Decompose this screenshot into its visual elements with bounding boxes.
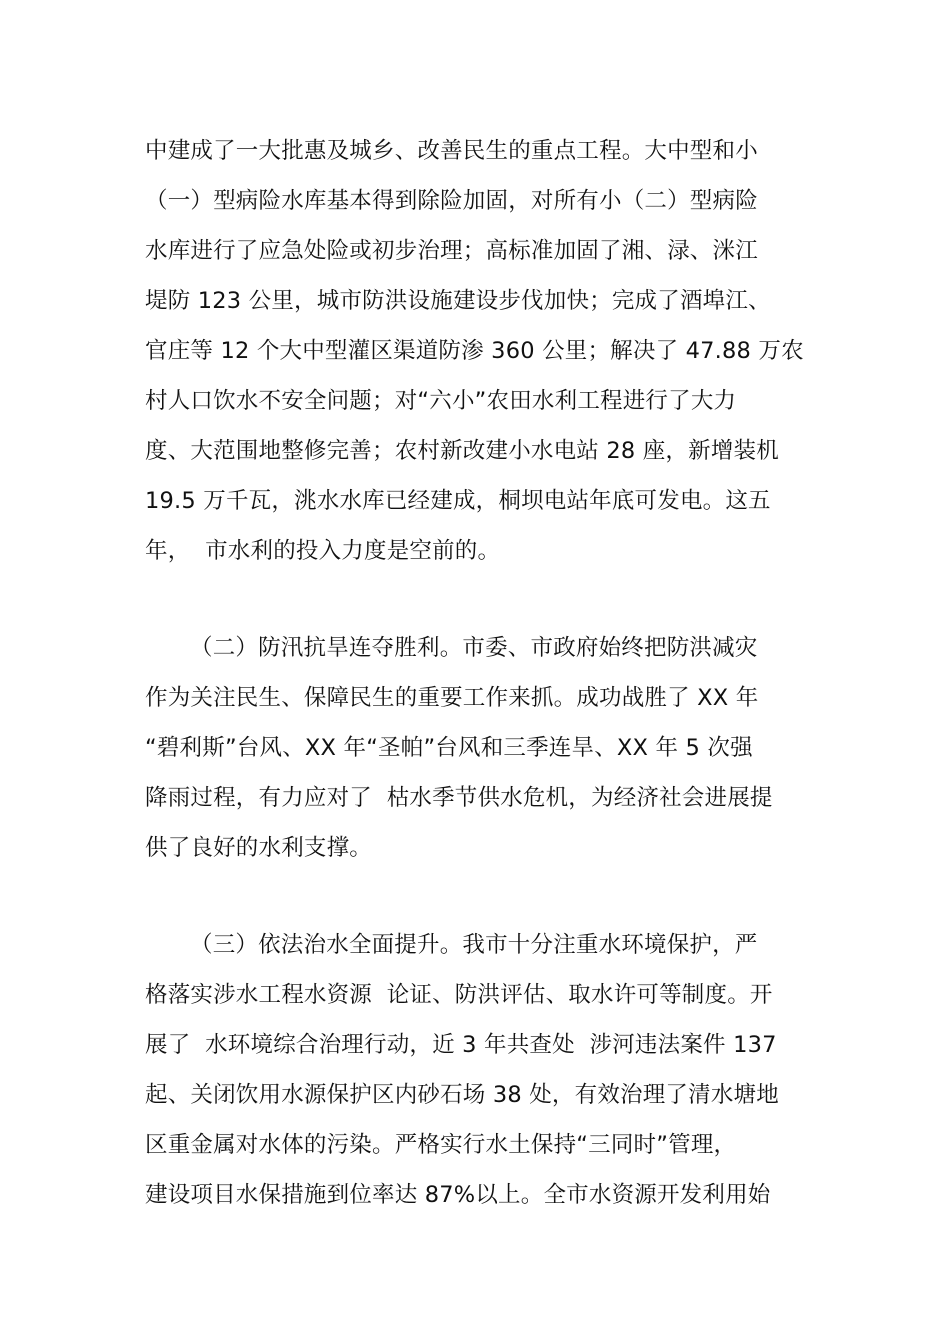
text-line: （三）依法治水全面提升。我市十分注重水环境保护，严: [190, 932, 758, 958]
text-line: 19.5 万千瓦，洮水水库已经建成，桐坝电站年底可发电。这五: [145, 488, 771, 514]
text-line: 年， 市水利的投入力度是空前的。: [145, 538, 501, 564]
text-line: 供了良好的水利支撑。: [145, 835, 373, 861]
text-line: 村人口饮水不安全问题；对“六小”农田水利工程进行了大力: [145, 388, 737, 414]
text-line: （一）型病险水库基本得到除险加固，对所有小（二）型病险: [145, 188, 758, 214]
text-line: 区重金属对水体的污染。严格实行水土保持“三同时”管理，: [145, 1132, 737, 1158]
text-line: 中建成了一大批惠及城乡、改善民生的重点工程。大中型和小: [145, 138, 758, 164]
text-line: 堤防 123 公里，城市防洪设施建设步伐加快；完成了酒埠江、: [145, 288, 771, 314]
text-line: 作为关注民生、保障民生的重要工作来抓。成功战胜了 XX 年: [145, 685, 759, 711]
text-line: 建设项目水保措施到位率达 87%以上。全市水资源开发利用始: [145, 1182, 771, 1208]
text-line: 官庄等 12 个大中型灌区渠道防渗 360 公里；解决了 47.88 万农: [145, 338, 804, 364]
text-line: 起、关闭饮用水源保护区内砂石场 38 处，有效治理了清水塘地: [145, 1082, 779, 1108]
text-line: 降雨过程，有力应对了 枯水季节供水危机，为经济社会进展提: [145, 785, 773, 811]
text-line: 水库进行了应急处险或初步治理；高标准加固了湘、渌、洣江: [145, 238, 758, 264]
text-line: “碧利斯”台风、XX 年“圣帕”台风和三季连旱、XX 年 5 次强: [145, 735, 753, 761]
text-line: 格落实涉水工程水资源 论证、防洪评估、取水许可等制度。开: [145, 982, 773, 1008]
text-line: 展了 水环境综合治理行动，近 3 年共查处 涉河违法案件 137: [145, 1032, 777, 1058]
text-line: 度、大范围地整修完善；农村新改建小水电站 28 座，新增装机: [145, 438, 779, 464]
text-line: （二）防汛抗旱连夺胜利。市委、市政府始终把防洪减灾: [190, 635, 758, 661]
